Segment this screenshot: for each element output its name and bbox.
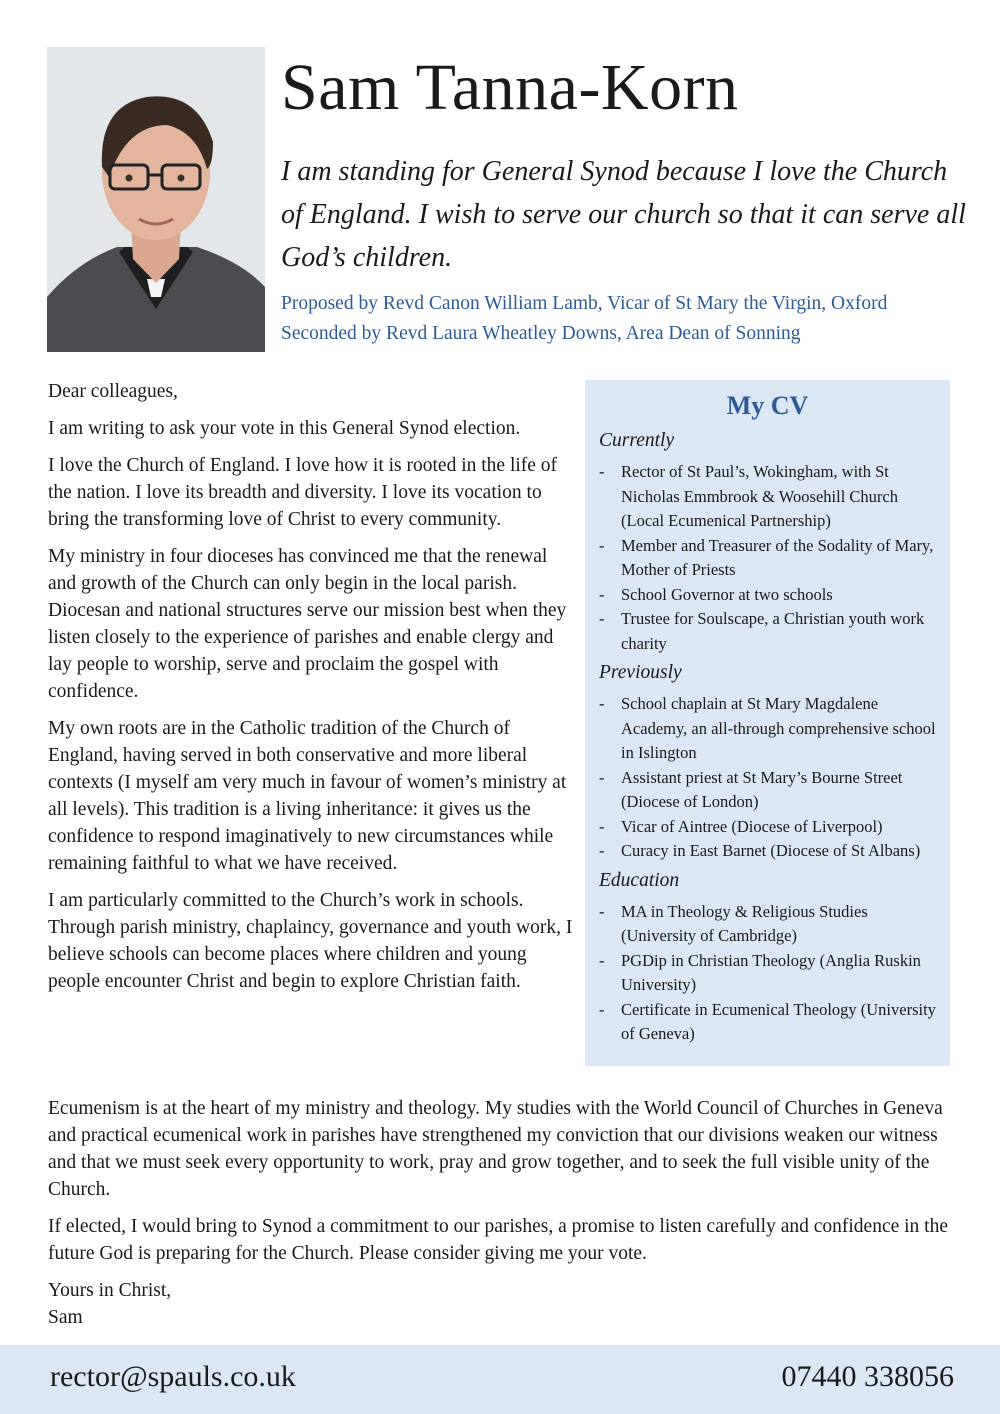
cv-item: - Certificate in Ecumenical Theology (University of Geneva) [599,999,936,1043]
letter-body-continued [48,1095,953,1331]
letter-greeting: Dear colleagues, [48,381,178,402]
bullet-dash: - [599,999,605,1019]
portrait-photo [47,47,265,352]
bullet-dash: - [599,535,605,555]
bullet-dash: - [599,462,605,481]
bullet-dash: - [599,901,605,921]
nominators [281,289,981,349]
bullet-dash: - [599,816,605,836]
proposed-by: Proposed by Revd Canon William Lamb, Vicar of St Mary the Virgin, Oxford [281,293,888,314]
letter-paragraph: I am writing to ask your vote in this General Synod election. [48,418,521,439]
contact-email[interactable]: rector@spauls.co.uk [50,1360,296,1393]
cv-item: - School chaplain at St Mary Magdalene Academy, an all-through comprehensive school in Islington [599,694,936,762]
cv-item: - Assistant priest at St Mary’s Bourne Street (Diocese of London) [599,767,903,811]
cv-item: - PGDip in Christian Theology (Anglia Ruskin University) [599,950,921,994]
letter-body [48,378,578,1005]
cv-list [599,692,936,864]
letter-paragraph: If elected, I would bring to Synod a commitment to our parishes, a promise to listen carefully and confidence in the future God is preparing for the Church. Please consider giving me your vote. [48,1216,948,1264]
bullet-dash: - [599,694,605,713]
cv-item: - Curacy in East Barnet (Diocese of St Albans) [599,839,936,864]
letter-signature: Sam [48,1307,83,1328]
cv-item: - MA in Theology & Religious Studies (University of Cambridge) [599,901,868,945]
cv-item: - School Governor at two schools [599,583,936,608]
letter-paragraph: I am particularly committed to the Church’s work in schools. Through parish ministry, chaplaincy, governance and youth work, I believe schools can become places where children and young people encounter Christ and begin to explore Christian faith. [48,890,573,992]
bullet-dash: - [599,841,605,860]
candidacy-statement: I am standing for General Synod because I love the Church of England. I wish to serve our church so that it can serve all God’s children. [281,156,966,273]
cv-list [599,460,936,656]
cv-item: - Vicar of Aintree (Diocese of Liverpool) [599,815,936,840]
letter-paragraph: I love the Church of England. I love how it is rooted in the life of the nation. I love its breadth and diversity. I love its vocation to bring the transforming love of Christ to every community. [48,455,558,530]
bullet-dash: - [599,584,605,604]
cv-item: - Member and Treasurer of the Sodality of Mary, Mother of Priests [599,535,934,579]
cv-title: My CV [726,391,809,420]
contact-footer [0,1345,1000,1414]
cv-item: - Trustee for Soulscape, a Christian youth work charity [599,609,925,653]
letter-closing: Yours in Christ, [48,1280,172,1301]
candidate-name: Sam Tanna-Korn [281,51,739,124]
cv-section-heading: Previously [599,662,682,683]
cv-section-heading: Currently [599,430,675,451]
cv-panel [585,380,950,1066]
letter-paragraph: Ecumenism is at the heart of my ministry and theology. My studies with the World Council of Churches in Geneva and practical ecumenical work in parishes have strengthened my conviction that our divisions weaken our witness and that we must seek every opportunity to work, pray and grow together, and to seek the full visible unity of the Church. [48,1098,943,1200]
bullet-dash: - [599,950,605,970]
cv-item: - Rector of St Paul’s, Wokingham, with St Nicholas Emmbrook & Woosehill Church (Local Ecumenical Partnership) [599,462,899,530]
letter-paragraph: My own roots are in the Catholic tradition of the Church of England, having served in both conservative and more liberal contexts (I myself am very much in favour of women’s ministry at all levels). This tradition is a living inheritance: it gives us the confidence to respond imaginatively to new circumstances while remaining faithful to what we have received. [48,718,567,874]
seconded-by: Seconded by Revd Laura Wheatley Downs, Area Dean of Sonning [281,323,801,344]
bullet-dash: - [599,609,605,628]
cv-section-heading: Education [599,869,680,891]
cv-list [599,900,936,1047]
contact-phone[interactable]: 07440 338056 [781,1360,954,1393]
letter-paragraph: My ministry in four dioceses has convinced me that the renewal and growth of the Church can only begin in the local parish. Diocesan and national structures serve our mission best when they listen closely to the experience of parishes and enable clergy and lay people to worship, serve and proclaim the gospel with confidence. [48,546,567,702]
bullet-dash: - [599,767,605,787]
